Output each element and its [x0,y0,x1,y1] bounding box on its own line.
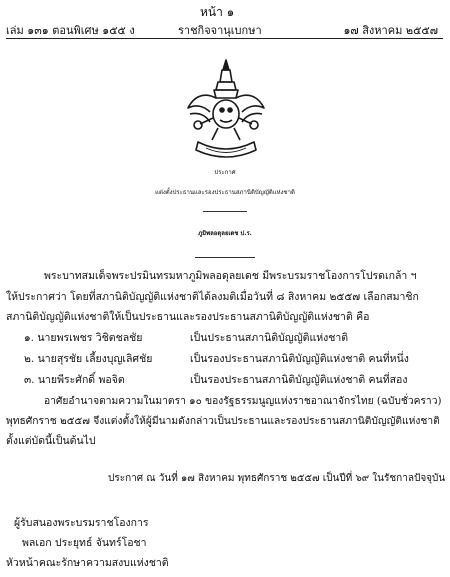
header-rule [6,38,443,39]
document-title: ประกาศ [214,169,236,176]
king-name: ภูมิพลอดุลยเดช ป.ร. [198,230,252,237]
countersign-role: ผู้รับสนองพระบรมราชโองการ [14,517,149,529]
intro-line-1: พระบาทสมเด็จพระปรมินทรมหาภูมิพลอดุลยเดช มีพระบรมราชโองการโปรดเกล้า ฯ [44,270,417,282]
intro-line-2: ให้ประกาศว่า โดยที่สภานิติบัญญัติแห่งชาติได้ลงมติเมื่อวันที่ ๘ สิงหาคม ๒๕๕๗ เลือกสมาชิก [6,291,419,303]
appointee-position: เป็นประธานสภานิติบัญญัติแห่งชาติ [190,332,349,344]
intro-line-3: สภานิติบัญญัติแห่งชาติให้เป็นประธานและรองประธานสภานิติบัญญัติแห่งชาติ คือ [6,311,370,323]
appointee-name: ๒. นายสุรชัย เลี้ยงบุญเลิศชัย [24,353,153,365]
title-divider [203,211,247,212]
appointee-name: ๓. นายพีระศักดิ์ พอจิต [24,374,125,386]
gazette-name: ราชกิจจานุเบกษา [178,24,262,37]
countersign-name: พลเอก ประยุทธ์ จันทร์โอชา [22,537,147,549]
authority-line-1: อาศัยอำนาจตามความในมาตรา ๑๐ ของรัฐธรรมนูญแห่งราชอาณาจักรไทย (ฉบับชั่วคราว) [44,395,442,407]
authority-line-3: ตั้งแต่บัดนี้เป็นต้นไป [6,435,96,447]
page-number: หน้า ๑ [200,5,235,19]
header-date: ๑๗ สิงหาคม ๒๕๕๗ [343,24,438,37]
appointee-position: เป็นรองประธานสภานิติบัญญัติแห่งชาติ คนที่สอง [190,374,408,386]
king-divider [195,257,255,258]
countersign-title: หัวหน้าคณะรักษาความสงบแห่งชาติ [6,557,169,569]
appointee-name: ๑. นายพรเพชร วิชิตชลชัย [24,332,143,344]
given-date: ประกาศ ณ วันที่ ๑๗ สิงหาคม พุทธศักราช ๒๕๕๗ เป็นปีที่ ๖๙ ในรัชกาลปัจจุบัน [108,473,446,484]
appointee-position: เป็นรองประธานสภานิติบัญญัติแห่งชาติ คนที่หนึ่ง [190,353,409,365]
volume-info: เล่ม ๑๓๑ ตอนพิเศษ ๑๕๕ ง [6,24,135,37]
garuda-emblem-icon [176,58,276,162]
authority-line-2: พุทธศักราช ๒๕๕๗ จึงแต่งตั้งให้ผู้มีนามดังกล่าวเป็นประธานและรองประธานสภานิติบัญญัติแห่งชาติ [6,415,440,427]
document-subject: แต่งตั้งประธานและรองประธานสภานิติบัญญัติแห่งชาติ [155,189,295,196]
